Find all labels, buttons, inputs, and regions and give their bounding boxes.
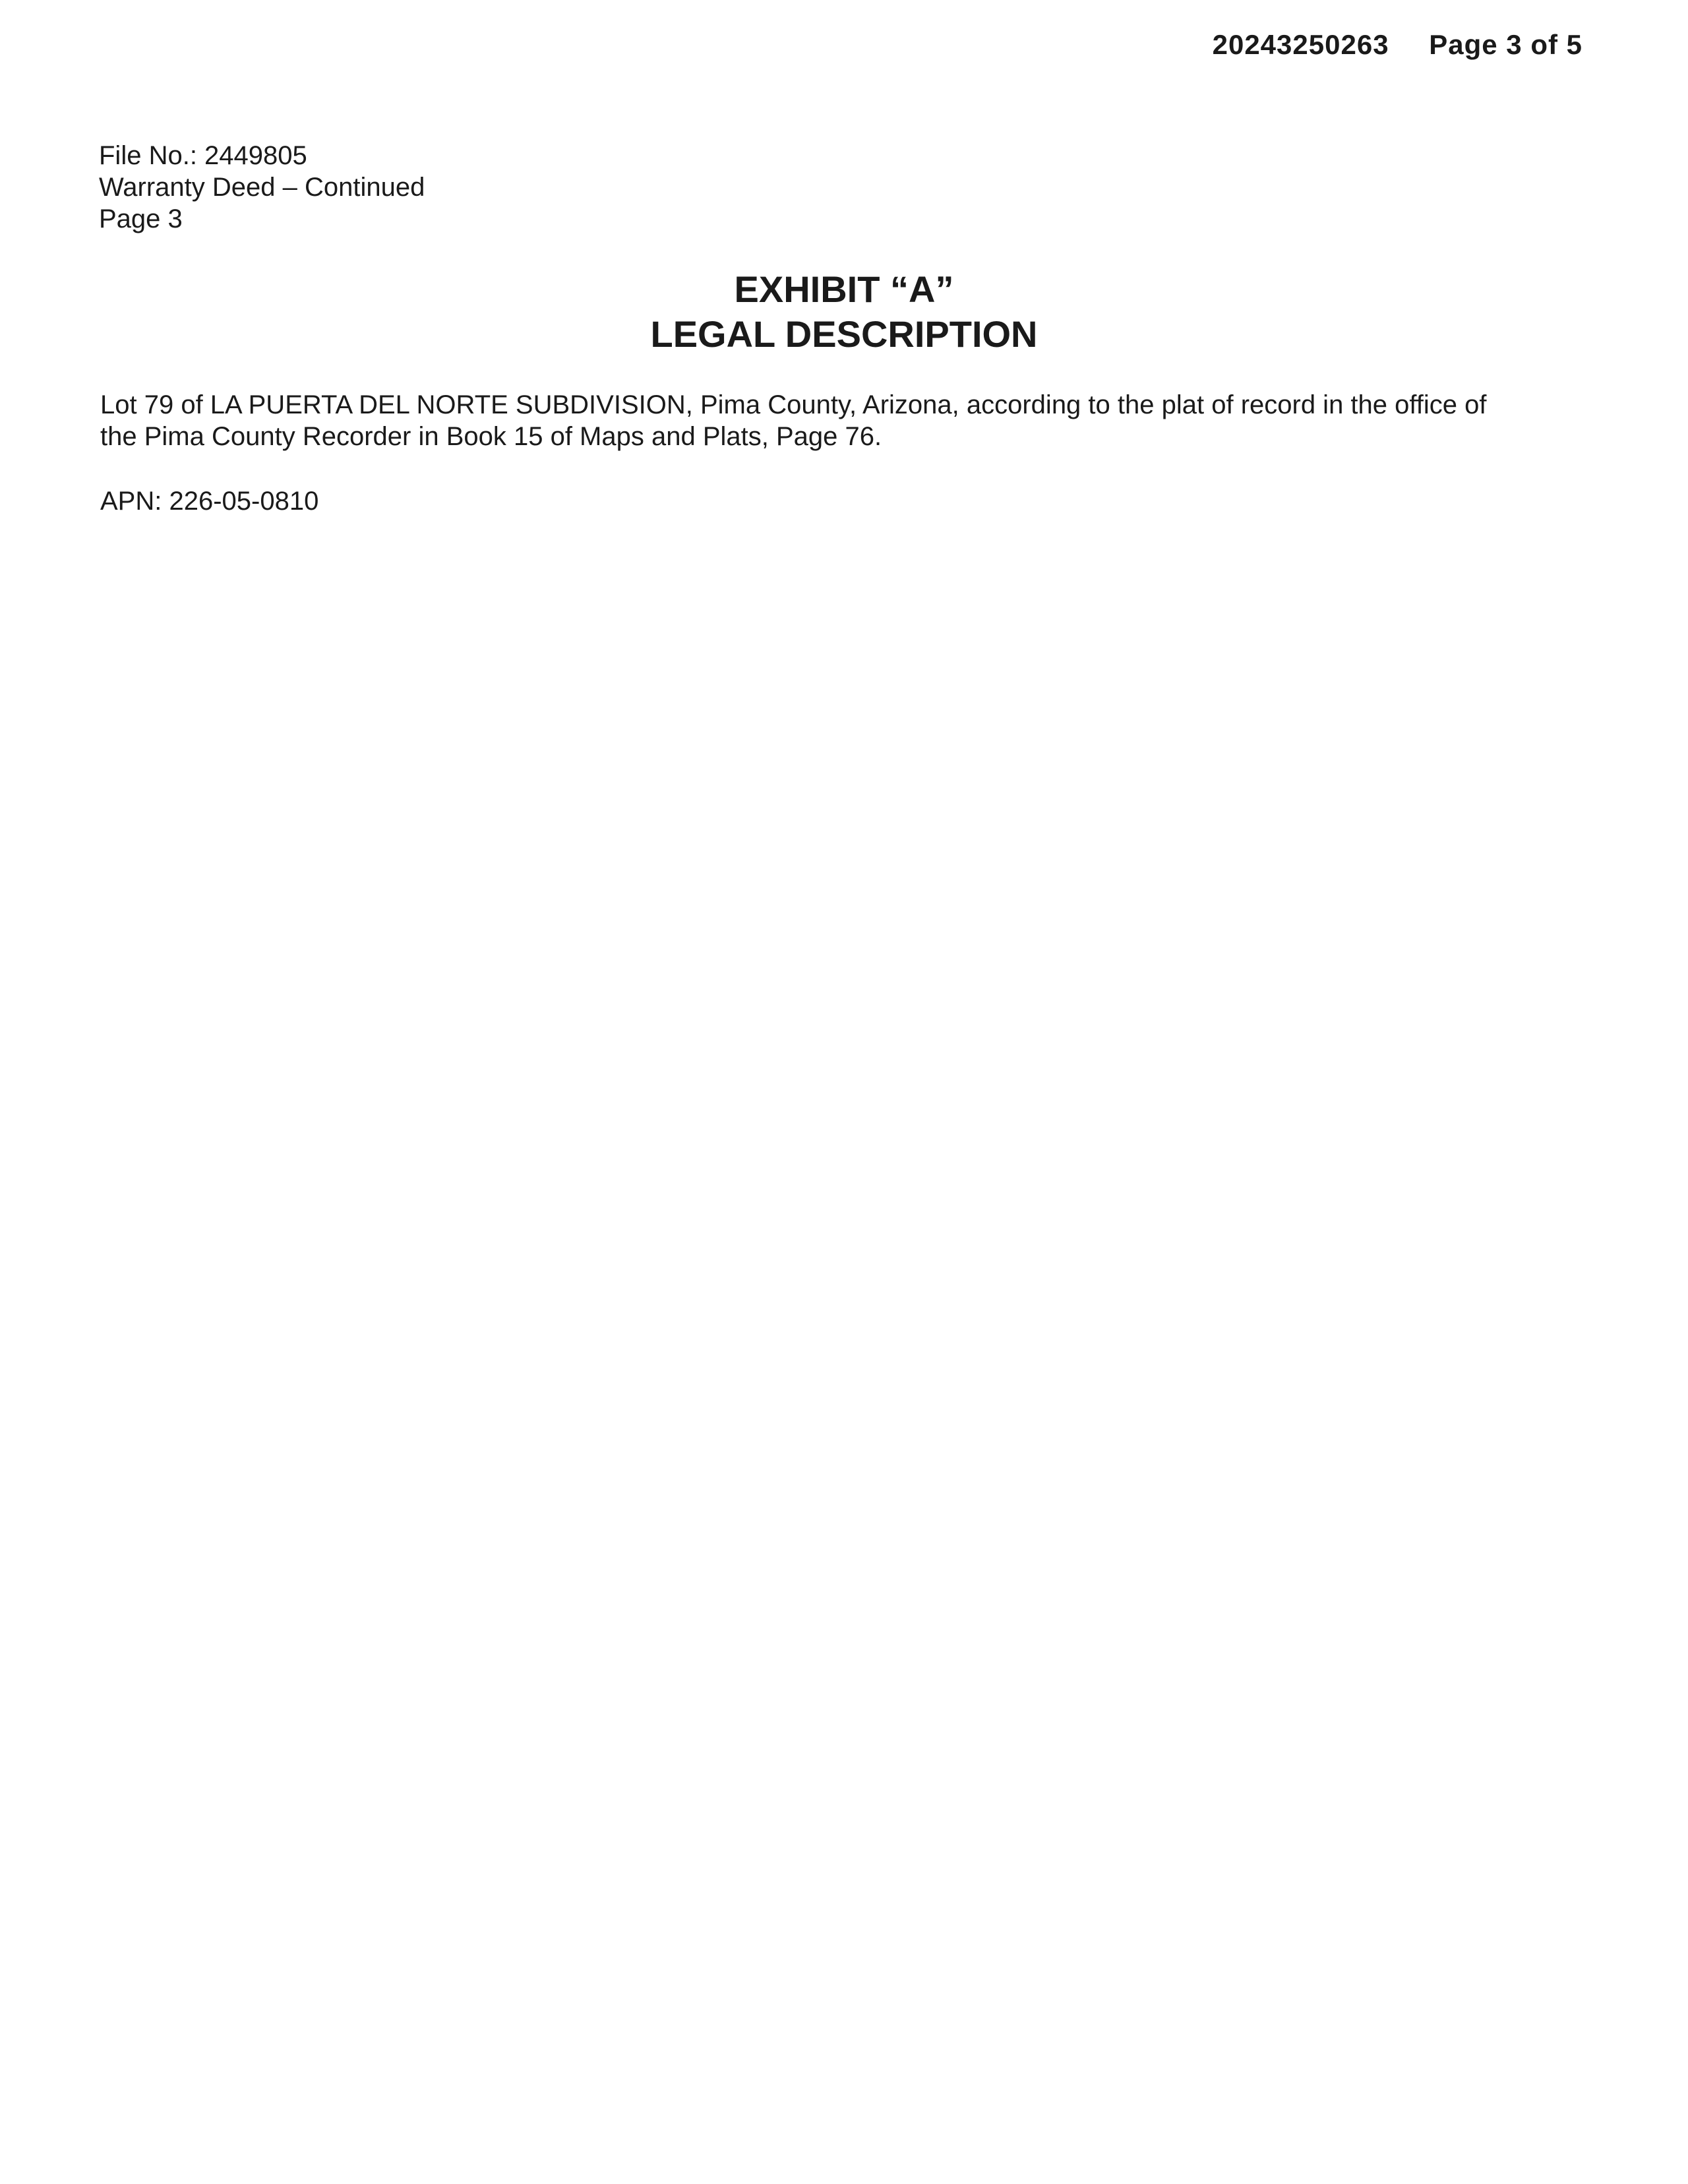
page-label: Page 3 — [99, 204, 183, 233]
recording-number: 20243250263 — [1212, 29, 1389, 60]
legal-description-line-2: the Pima County Recorder in Book 15 of Maps and Plats, Page 76. — [100, 422, 882, 451]
legal-description-text — [100, 389, 1590, 452]
file-number: File No.: 2449805 — [99, 141, 307, 170]
exhibit-heading — [0, 267, 1688, 357]
apn-number: APN: 226-05-0810 — [100, 487, 319, 516]
recording-header — [1213, 29, 1582, 61]
page-indicator: Page 3 of 5 — [1429, 29, 1582, 60]
file-info-block — [99, 140, 425, 235]
legal-description-title: LEGAL DESCRIPTION — [650, 313, 1038, 355]
document-type: Warranty Deed – Continued — [99, 173, 425, 202]
exhibit-title: EXHIBIT “A” — [734, 268, 954, 310]
legal-description-line-1: Lot 79 of LA PUERTA DEL NORTE SUBDIVISION, Pima County, Arizona, according to the plat of record in the office of — [100, 390, 1487, 419]
